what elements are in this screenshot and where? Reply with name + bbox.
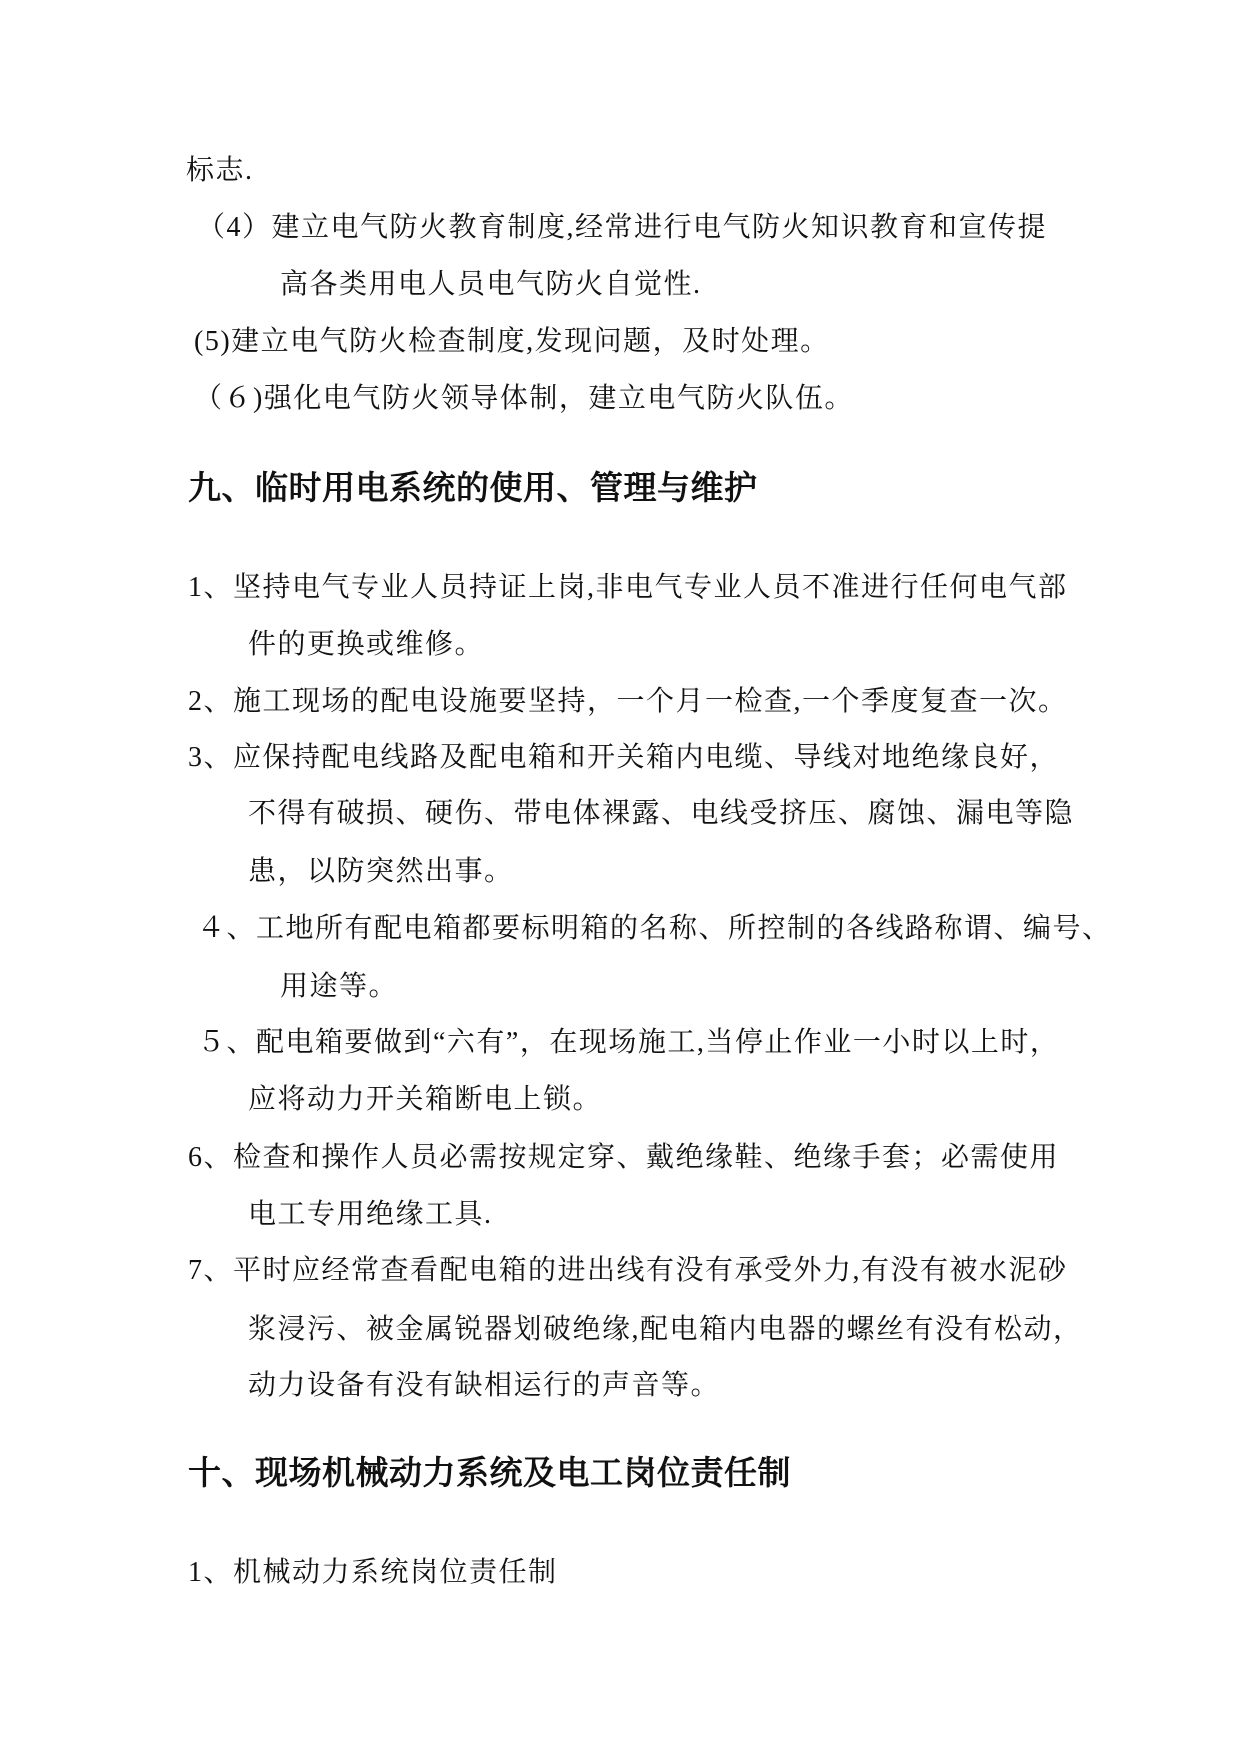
- list-item-line: 7、平时应经常查看配电箱的进出线有没有承受外力,有没有被水泥砂: [188, 1255, 1068, 1286]
- section-heading: 九、临时用电系统的使用、管理与维护: [188, 469, 758, 506]
- section-heading: 十、现场机械动力系统及电工岗位责任制: [188, 1454, 791, 1491]
- list-item-line: 2、施工现场的配电设施要坚持，一个月一检查,一个季度复查一次。: [188, 686, 1068, 717]
- list-item-line: 不得有破损、硬伤、带电体裸露、电线受挤压、腐蚀、漏电等隐: [248, 798, 1075, 829]
- list-item-line: ５、配电箱要做到“六有”，在现场施工,当停止作业一小时以上时，: [197, 1027, 1060, 1058]
- list-item-line: 患，以防突然出事。: [248, 856, 514, 887]
- list-item-line: 件的更换或维修。: [248, 629, 485, 660]
- list-item-line: 6、检查和操作人员必需按规定穿、戴绝缘鞋、绝缘手套；必需使用: [188, 1142, 1060, 1173]
- paragraph-line: (5)建立电气防火检查制度,发现问题，及时处理。: [194, 326, 830, 357]
- paragraph-line: 高各类用电人员电气防火自觉性.: [280, 269, 702, 300]
- list-item-line: 电工专用绝缘工具.: [248, 1199, 493, 1230]
- list-item-line: 3、应保持配电线路及配电箱和开关箱内电缆、导线对地绝缘良好，: [188, 742, 1060, 773]
- list-item-line: 动力设备有没有缺相运行的声音等。: [248, 1370, 721, 1401]
- paragraph-line: （4）建立电气防火教育制度,经常进行电气防火知识教育和宣传提: [197, 212, 1048, 243]
- list-item-line: 应将动力开关箱断电上锁。: [248, 1084, 603, 1115]
- list-item-line: 浆浸污、被金属锐器划破绝缘,配电箱内电器的螺丝有没有松动，: [248, 1314, 1083, 1345]
- paragraph-line: （６)强化电气防火领导体制，建立电气防火队伍。: [194, 383, 854, 414]
- list-item-line: 1、机械动力系统岗位责任制: [188, 1557, 558, 1588]
- paragraph-line: 标志.: [186, 155, 254, 186]
- list-item-line: 1、坚持电气专业人员持证上岗,非电气专业人员不准进行任何电气部: [188, 572, 1068, 603]
- list-item-line: ４、工地所有配电箱都要标明箱的名称、所控制的各线路称谓、编号、: [197, 913, 1112, 944]
- list-item-line: 用途等。: [280, 971, 399, 1002]
